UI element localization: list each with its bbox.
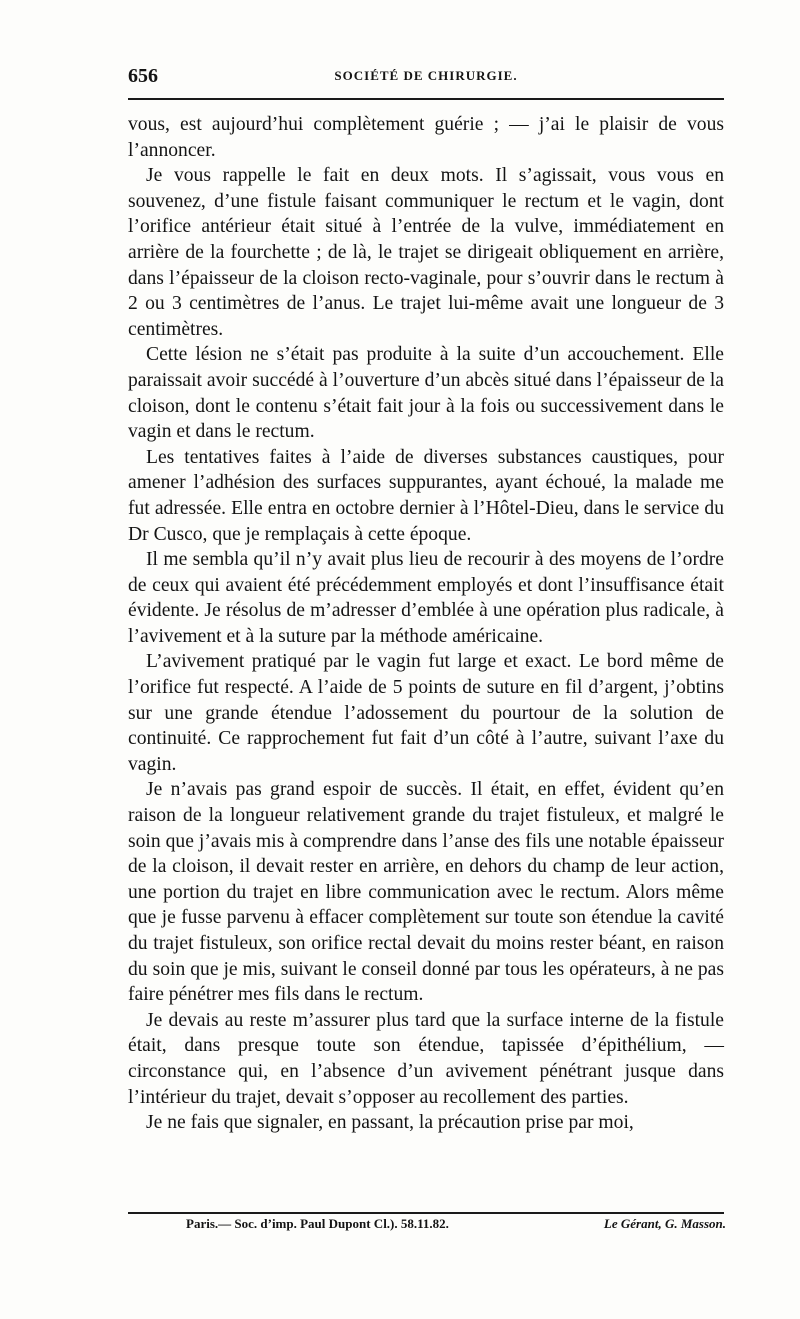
page-footer [186,1216,726,1234]
paragraph: Cette lésion ne s’était pas produite à la suite d’un accouchement. Elle paraissait avoir succédé à l’ouverture d’un abcès situé dans l’épaisseur de la cloison, dont le contenu s’était fait jour à la fois ou successivement dans le vagin et dans le rectum. [128,344,724,443]
printer-imprint: Paris.— Soc. d’imp. Paul Dupont Cl.). 58.11.82. [186,1216,449,1231]
paragraph: Les tentatives faites à l’aide de diverses substances caustiques, pour amener l’adhésion des surfaces suppurantes, ayant échoué, la malade me fut adressée. Elle entra en octobre dernier à l’Hôtel-Dieu, dans le service du Dr Cusco, que je remplaçais à cette époque. [128,446,724,545]
paragraph: Il me sembla qu’il n’y avait plus lieu de recourir à des moyens de l’ordre de ceux qui avaient été précédemment employés et dont l’insuffisance était évidente. Je résolus de m’adresser d’emblée à une opération plus radicale, à l’avivement et à la suture par la méthode américaine. [128,549,724,647]
paragraph: vous, est aujourd’hui complètement guérie ; — j’ai le plaisir de vous l’annoncer. [128,114,724,161]
paragraph: L’avivement pratiqué par le vagin fut large et exact. Le bord même de l’orifice fut respecté. A l’aide de 5 points de suture en fil d’argent, j’obtins sur une grande étendue l’adossement du pourtour de la solution de continuité. Ce rapprochement fut fait d’un côté à l’autre, suivant l’axe du vagin. [128,651,724,775]
gerant-credit: Le Gérant, G. Masson. [603,1216,726,1231]
page-number: 656 [128,65,158,87]
paragraph: Je n’avais pas grand espoir de succès. Il était, en effet, évident qu’en raison de la longueur relativement grande du trajet fistuleux, et malgré le soin que j’avais mis à comprendre dans l’anse des fils une notable épaisseur de la cloison, il devait rester en arrière, en dehors du champ de leur action, une portion du trajet en libre communication avec le rectum. Alors même que je fusse parvenu à effacer complètement sur toute son étendue la cavité du trajet fistuleux, son orifice rectal devait du moins rester béant, en raison du soin que je mis, suivant le conseil donné par tous les opérateurs, à ne pas faire pénétrer mes fils dans le rectum. [128,779,724,1006]
page-header [128,62,724,90]
paragraph: Je ne fais que signaler, en passant, la précaution prise par moi, [146,1112,634,1134]
running-title: SOCIÉTÉ DE CHIRURGIE. [334,68,518,83]
paragraph: Je vous rappelle le fait en deux mots. Il s’agissait, vous vous en souvenez, d’une fistule faisant communiquer le rectum et le vagin, dont l’orifice antérieur était situé à l’entrée de la vulve, immédiatement en arrière de la fourchette ; de là, le trajet se dirigeait obliquement en arrière, dans l’épaisseur de la cloison recto-vaginale, pour s’ouvrir dans le rectum à 2 ou 3 centimètres de l’anus. Le trajet lui-même avait une longueur de 3 centimètres. [128,165,724,340]
paragraph: Je devais au reste m’assurer plus tard que la surface interne de la fistule était, dans presque toute son étendue, tapissée d’épithélium, — circonstance qui, en l’absence d’un avivement pénétrant jusque dans l’intérieur du trajet, devait s’opposer au recollement des parties. [128,1009,724,1108]
body-text [128,112,724,1136]
header-rule [128,98,724,100]
footer-rule [128,1212,724,1214]
